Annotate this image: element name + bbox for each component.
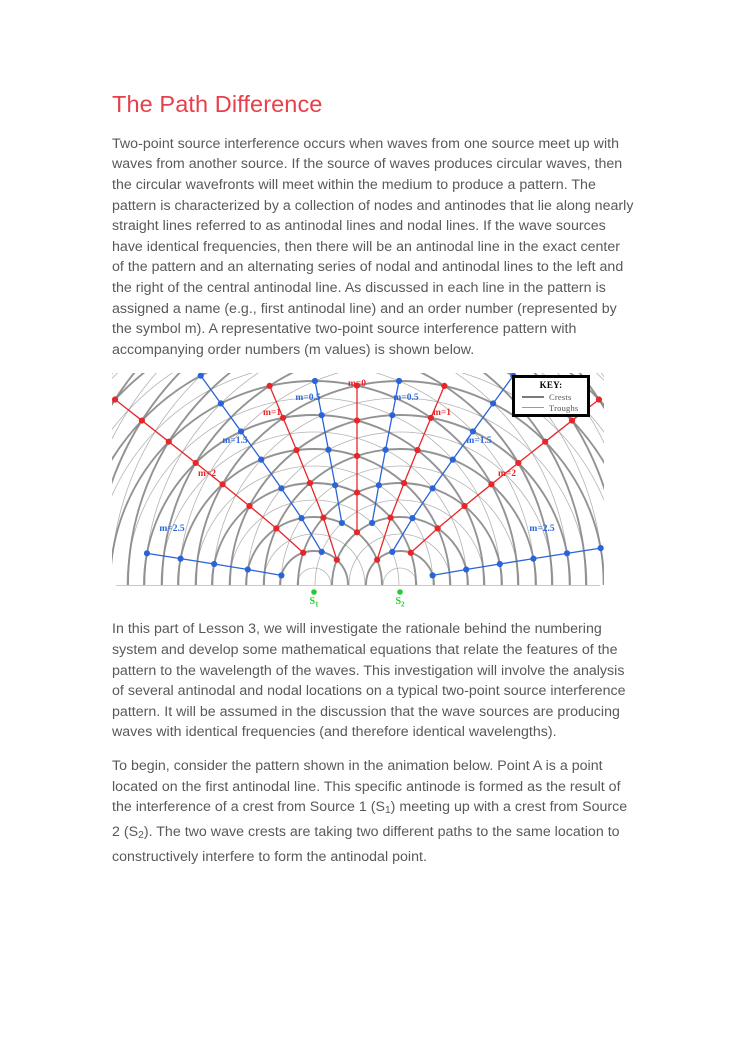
order-label-antinodal-m0-center: m=0 bbox=[347, 379, 367, 390]
order-label-nodal-m1.5-left: m=1.5 bbox=[222, 436, 248, 447]
node-dot bbox=[218, 401, 224, 407]
antinode-dot bbox=[388, 515, 394, 521]
node-dot bbox=[396, 378, 402, 384]
node-dot bbox=[450, 457, 456, 463]
order-label-nodal-m2.5-left: m=2.5 bbox=[159, 524, 185, 535]
order-label-antinodal-m2-left: m=2 bbox=[197, 469, 217, 480]
node-dot bbox=[389, 549, 395, 555]
antinode-dot bbox=[401, 480, 407, 486]
node-dot bbox=[245, 567, 251, 573]
antinode-dot bbox=[354, 530, 360, 536]
source-dot-s1 bbox=[311, 590, 317, 596]
antinode-dot bbox=[193, 460, 199, 466]
antinode-dot bbox=[542, 439, 548, 445]
node-dot bbox=[339, 520, 345, 526]
wavefront-trough-s1-4 bbox=[195, 466, 433, 609]
node-dot bbox=[376, 482, 382, 488]
antinode-dot bbox=[307, 480, 313, 486]
node-dot bbox=[298, 515, 304, 521]
node-dot bbox=[382, 447, 388, 453]
node-dot bbox=[325, 447, 331, 453]
antinode-dot bbox=[354, 418, 360, 424]
antinode-dot bbox=[354, 490, 360, 496]
antinode-dot bbox=[461, 503, 467, 509]
antinode-dot bbox=[354, 453, 360, 459]
crest-line-swatch bbox=[522, 396, 544, 398]
node-dot bbox=[530, 556, 536, 562]
key-label-troughs: Troughs bbox=[549, 402, 579, 413]
order-label-nodal-m0.5-right: m=0.5 bbox=[393, 393, 419, 404]
node-dot bbox=[332, 482, 338, 488]
para-a-sub1: 1 bbox=[384, 805, 391, 817]
page-title: The Path Difference bbox=[112, 91, 323, 117]
node-dot bbox=[211, 561, 217, 567]
document-content bbox=[112, 92, 634, 880]
paragraph-point-a bbox=[112, 756, 634, 867]
node-dot bbox=[278, 486, 284, 492]
node-dot bbox=[497, 561, 503, 567]
node-dot bbox=[319, 549, 325, 555]
order-label-antinodal-m2-right: m=2 bbox=[497, 469, 517, 480]
node-dot bbox=[238, 429, 244, 435]
antinode-dot bbox=[515, 460, 521, 466]
source-label-s2: $S_2$ bbox=[395, 596, 405, 609]
key-label-crests: Crests bbox=[549, 391, 572, 402]
paragraph-intro: Two-point source interference occurs when waves from one source meet up with waves from another source. If the source of waves produces circular waves, then the circular wavefronts will meet within the medium to produce a pattern. The pattern is characterized by a collection of nodes and antinodes that lie along nearly straight lines referred to as antinodal lines and nodal lines. If the wave sources have identical frequencies, then there will be an antinodal line in the exact center of the pattern and an alternating series of nodal and antinodal lines to the left and the right of the central antinodal line. As discussed in each line in the pattern is assigned a name (e.g., first antinodal line) and an order number (represented by the symbol m). A representative two-point source interference pattern with accompanying order numbers (m values) is shown below. bbox=[112, 135, 634, 358]
antinode-dot bbox=[414, 447, 420, 453]
antinode-dot bbox=[320, 515, 326, 521]
antinode-dot bbox=[300, 550, 306, 556]
node-dot bbox=[564, 551, 570, 557]
paragraph-lesson: In this part of Lesson 3, we will investigate the rationale behind the numbering system and develop some mathematical equations that relate the features of the pattern to the wavelength of the waves. This investigation will involve the analysis of several antinodal and nodal locations on a typical two-point source interference pattern. It will be assumed in the discussion that the wave sources are producing waves with identical frequencies (and therefore identical wavelengths). bbox=[112, 621, 626, 741]
antinode-dot bbox=[596, 397, 602, 403]
para-a-part3: ). The two wave crests are taking two different paths to the same location to constructively interfere to form the antinodal point. bbox=[112, 823, 620, 865]
source-label-sub: 1 bbox=[315, 600, 319, 609]
antinode-dot bbox=[293, 447, 299, 453]
antinode-dot bbox=[219, 482, 225, 488]
node-dot bbox=[319, 412, 325, 418]
wavefront-trough-s2-4 bbox=[281, 466, 519, 609]
node-dot bbox=[144, 551, 150, 557]
key-row-troughs bbox=[519, 402, 583, 413]
node-dot bbox=[409, 515, 415, 521]
antinode-dot bbox=[139, 418, 145, 424]
antinode-dot bbox=[488, 482, 494, 488]
antinode-dot bbox=[569, 418, 575, 424]
node-dot bbox=[430, 486, 436, 492]
node-dot bbox=[389, 412, 395, 418]
wavefront-trough-s1-7 bbox=[112, 373, 535, 609]
antinode-dot bbox=[441, 383, 447, 389]
source-label-s1: $S_1$ bbox=[309, 596, 319, 609]
antinode-dot bbox=[273, 526, 279, 532]
antinode-dot bbox=[246, 503, 252, 509]
antinode-dot bbox=[112, 397, 118, 403]
para-a-part1: To begin, consider the pattern shown in the animation below. Point A is a point located on the first antinodal line. This specific antinode is formed as the result of the interference of a crest from Source 1 (S bbox=[112, 757, 621, 816]
order-label-antinodal-m1-left: m=1 bbox=[262, 408, 282, 419]
node-dot bbox=[598, 545, 604, 551]
node-dot bbox=[470, 429, 476, 435]
node-dot bbox=[430, 573, 436, 579]
antinode-dot bbox=[435, 526, 441, 532]
para-a-part2: ) meeting up with a crest from Source 2 (S bbox=[112, 799, 628, 840]
source-group bbox=[309, 590, 405, 609]
order-label-nodal-m2.5-right: m=2.5 bbox=[529, 524, 555, 535]
para-a-sub2: 2 bbox=[138, 830, 144, 842]
order-label-antinodal-m1-right: m=1 bbox=[432, 408, 452, 419]
node-dot bbox=[278, 573, 284, 579]
antinode-dot bbox=[374, 557, 380, 563]
node-dot bbox=[258, 457, 264, 463]
source-label-sub: 2 bbox=[401, 600, 405, 609]
trough-line-swatch bbox=[522, 407, 544, 408]
source-dot-s2 bbox=[397, 590, 403, 596]
key-title: KEY: bbox=[539, 380, 563, 391]
key-row-crests bbox=[519, 391, 583, 402]
antinode-dot bbox=[334, 557, 340, 563]
node-dot bbox=[312, 378, 318, 384]
node-dot bbox=[490, 401, 496, 407]
node-dot bbox=[463, 567, 469, 573]
node-dot bbox=[369, 520, 375, 526]
order-label-nodal-m0.5-left: m=0.5 bbox=[295, 393, 321, 404]
antinode-dot bbox=[166, 439, 172, 445]
antinode-dot bbox=[408, 550, 414, 556]
interference-figure bbox=[112, 373, 634, 609]
key-legend-box bbox=[512, 375, 590, 417]
order-label-nodal-m1.5-right: m=1.5 bbox=[466, 436, 492, 447]
node-dot bbox=[177, 556, 183, 562]
antinode-dot bbox=[267, 383, 273, 389]
